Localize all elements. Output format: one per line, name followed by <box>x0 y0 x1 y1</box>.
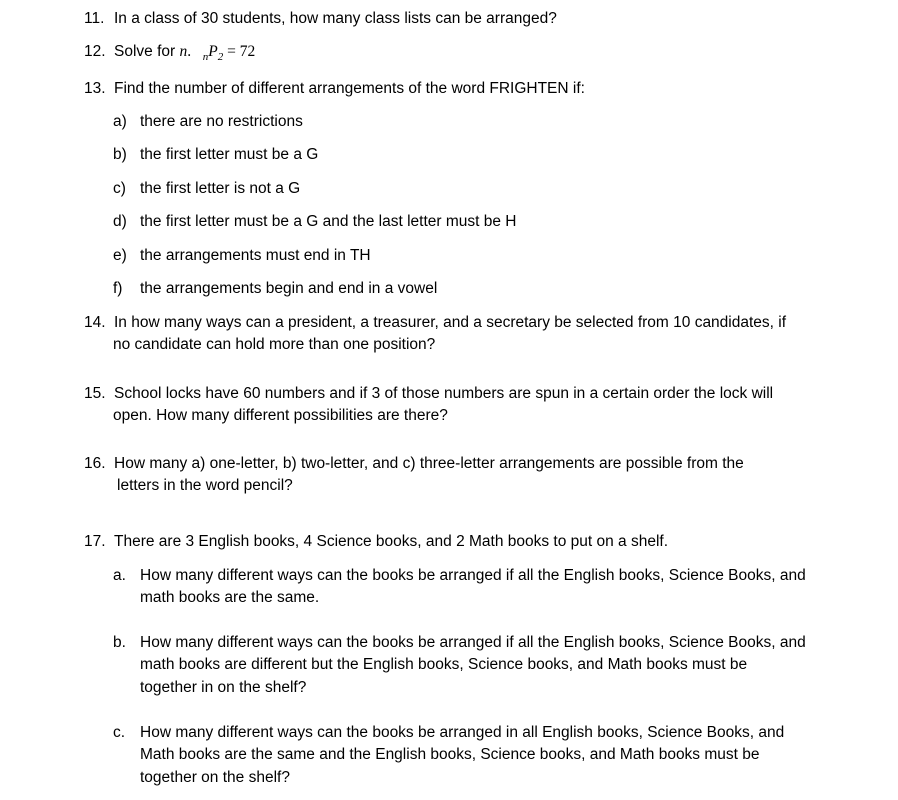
question-text-line-2: open. How many different possibilities are there? <box>113 407 448 424</box>
variable-n: n <box>179 43 188 60</box>
question-17-part-b-line-3 <box>140 677 306 699</box>
equation-rhs: = 72 <box>227 43 256 60</box>
part-text-line-3: together in on the shelf? <box>140 679 307 696</box>
part-label: d) <box>113 213 127 230</box>
question-text: In a class of 30 students, how many class lists can be arranged? <box>114 10 557 27</box>
question-15 <box>84 383 773 405</box>
question-17-part-a <box>113 565 806 587</box>
question-17-part-c <box>113 722 784 744</box>
question-17-part-c-line-3 <box>140 767 290 789</box>
question-16-line-2 <box>117 475 293 497</box>
question-13-part-a <box>113 111 303 133</box>
question-14 <box>84 312 786 334</box>
part-label: a. <box>113 567 126 584</box>
question-text: Solve for <box>114 43 176 60</box>
question-text-line-2: no candidate can hold more than one position? <box>113 336 436 353</box>
question-text: Find the number of different arrangements of the word FRIGHTEN if: <box>114 80 585 97</box>
part-label: e) <box>113 247 127 264</box>
question-13-part-c <box>113 178 300 200</box>
question-17-part-a-line-2 <box>140 587 319 609</box>
part-text: there are no restrictions <box>140 113 303 130</box>
question-number: 13. <box>84 80 106 97</box>
permutation-symbol: P <box>208 43 218 60</box>
part-text: the first letter must be a G <box>140 146 319 163</box>
question-17 <box>84 531 668 553</box>
part-label: b. <box>113 634 126 651</box>
question-number: 15. <box>84 385 106 402</box>
part-text-line-2: Math books are the same and the English books, Science books, and Math books must be <box>140 746 760 763</box>
question-text: There are 3 English books, 4 Science books, and 2 Math books to put on a shelf. <box>114 533 669 550</box>
question-text-line-2: letters in the word pencil? <box>117 477 293 494</box>
question-12 <box>84 41 255 68</box>
part-text: the arrangements must end in TH <box>140 247 371 264</box>
question-17-part-b <box>113 632 806 654</box>
part-text: the first letter must be a G and the last letter must be H <box>140 213 517 230</box>
question-text-line-1: School locks have 60 numbers and if 3 of those numbers are spun in a certain order the lock will <box>114 385 774 402</box>
question-13-part-d <box>113 211 516 233</box>
part-label: c) <box>113 180 126 197</box>
question-14-line-2 <box>113 334 435 356</box>
question-16 <box>84 453 744 475</box>
part-text-line-1: How many different ways can the books be arranged if all the English books, Science Books, and <box>140 567 806 584</box>
question-17-part-b-line-2 <box>140 654 747 676</box>
part-text-line-3: together on the shelf? <box>140 769 290 786</box>
question-number: 11. <box>84 10 105 27</box>
permutation-equation <box>179 43 256 63</box>
period: . <box>187 43 192 60</box>
question-13 <box>84 78 585 100</box>
question-number: 17. <box>84 533 106 550</box>
question-13-part-b <box>113 144 318 166</box>
permutation-subscript: 2 <box>217 51 224 63</box>
part-label: f) <box>113 280 123 297</box>
permutation-prefix: n <box>202 51 209 63</box>
question-11 <box>84 8 557 30</box>
question-text-line-1: How many a) one-letter, b) two-letter, and c) three-letter arrangements are possible from the <box>114 455 744 472</box>
question-number: 14. <box>84 314 106 331</box>
part-label: a) <box>113 113 127 130</box>
part-text-line-2: math books are the same. <box>140 589 320 606</box>
part-label: c. <box>113 724 126 741</box>
question-number: 16. <box>84 455 106 472</box>
part-text: the arrangements begin and end in a vowel <box>140 280 438 297</box>
part-label: b) <box>113 146 127 163</box>
part-text-line-1: How many different ways can the books be arranged if all the English books, Science Books, and <box>140 634 806 651</box>
question-17-part-c-line-2 <box>140 744 760 766</box>
question-13-part-e <box>113 245 371 267</box>
question-number: 12. <box>84 43 106 60</box>
question-13-part-f <box>113 278 437 300</box>
question-text-line-1: In how many ways can a president, a treasurer, and a secretary be selected from 10 candidates, if <box>114 314 787 331</box>
question-15-line-2 <box>113 405 448 427</box>
part-text-line-1: How many different ways can the books be arranged in all English books, Science Books, and <box>140 724 785 741</box>
part-text-line-2: math books are different but the English books, Science books, and Math books must be <box>140 656 748 673</box>
part-text: the first letter is not a G <box>140 180 301 197</box>
